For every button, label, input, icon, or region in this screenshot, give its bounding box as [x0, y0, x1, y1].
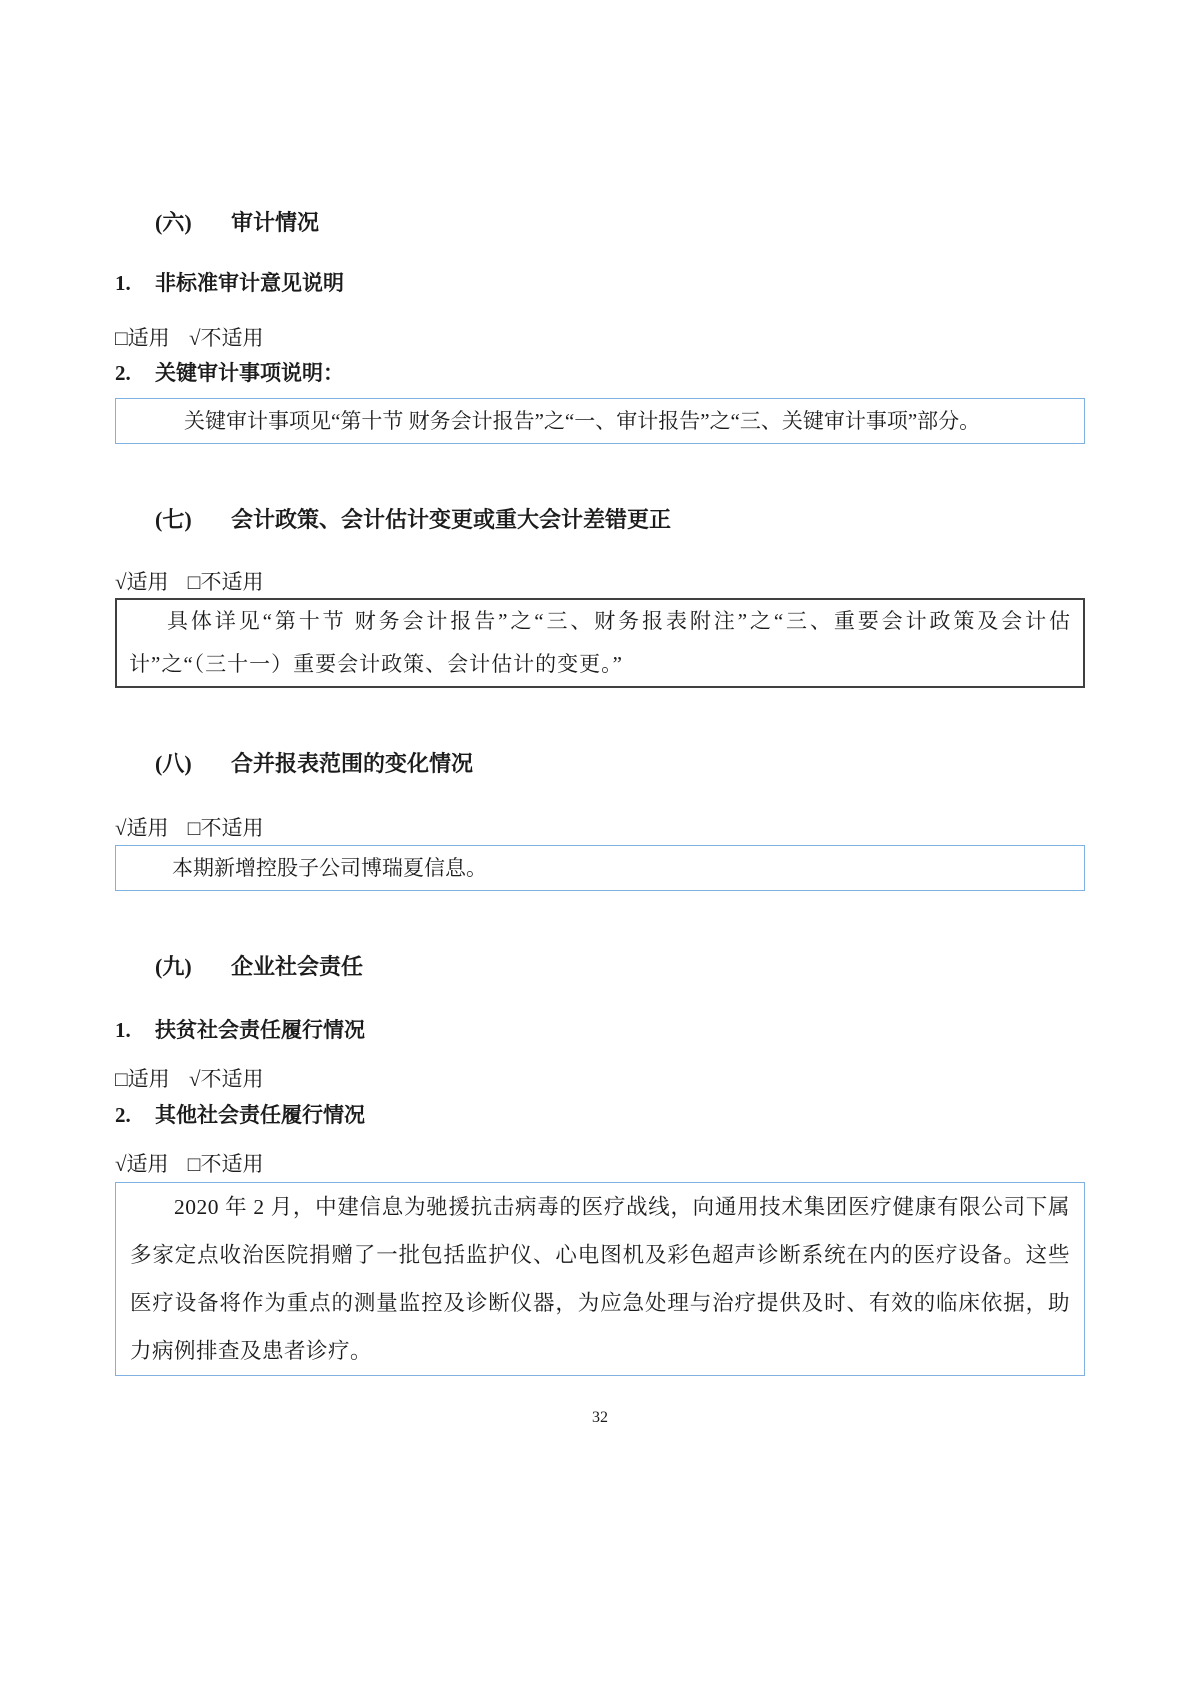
box-paragraph: 具体详见“第十节 财务会计报告”之“三、财务报表附注”之“三、重要会计政策及会计估计”之“（三十一）重要会计政策、会计估计的变更。”	[129, 609, 1071, 676]
applicability-line	[115, 813, 1085, 843]
box-paragraph: 关键审计事项见“第十节 财务会计报告”之“一、审计报告”之“三、关键审计事项”部分。	[184, 409, 981, 433]
section-number: (八)	[155, 751, 192, 776]
item-label: 关键审计事项说明：	[155, 361, 344, 385]
section-heading-consolidation-scope	[155, 749, 1085, 779]
item-other-social-responsibility	[115, 1100, 1085, 1130]
section-heading-social-responsibility	[155, 952, 1085, 982]
section-title: 企业社会责任	[231, 954, 364, 979]
applicability-line	[115, 1149, 1085, 1179]
text-box-consolidation-scope	[115, 845, 1085, 891]
checkbox-applicable-unchecked: □适用	[115, 326, 170, 350]
section-title: 合并报表范围的变化情况	[231, 751, 474, 776]
section-number: (七)	[155, 507, 192, 532]
checkbox-applicable-checked: √适用	[115, 570, 169, 594]
item-label: 扶贫社会责任履行情况	[155, 1018, 365, 1042]
page-number: 32	[592, 1409, 608, 1426]
checkbox-not-applicable-checked: √不适用	[188, 1067, 264, 1091]
applicability-line	[115, 323, 1085, 353]
section-title: 审计情况	[231, 210, 320, 235]
checkbox-applicable-checked: √适用	[115, 1152, 169, 1176]
checkbox-applicable-checked: √适用	[115, 816, 169, 840]
item-number: 1.	[115, 1018, 131, 1042]
item-number: 1.	[115, 271, 131, 295]
checkbox-not-applicable-unchecked: □不适用	[187, 570, 264, 594]
checkbox-not-applicable-unchecked: □不适用	[187, 1152, 264, 1176]
text-box-accounting-policy	[115, 598, 1085, 688]
checkbox-not-applicable-checked: √不适用	[188, 326, 264, 350]
section-heading-audit	[155, 208, 1085, 238]
text-box-key-audit-matters	[115, 398, 1085, 444]
section-number: (九)	[155, 954, 192, 979]
item-poverty-alleviation	[115, 1015, 1085, 1045]
applicability-line	[115, 1064, 1085, 1094]
checkbox-applicable-unchecked: □适用	[115, 1067, 170, 1091]
item-number: 2.	[115, 1103, 131, 1127]
box-paragraph: 2020 年 2 月，中建信息为驰援抗击病毒的医疗战线，向通用技术集团医疗健康有限公司下属多家定点收治医院捐赠了一批包括监护仪、心电图机及彩色超声诊断系统在内的医疗设备。这些医疗设备将作为重点的测量监控及诊断仪器，为应急处理与治疗提供及时、有效的临床依据，助力病例排查及患者诊疗。	[130, 1195, 1070, 1363]
section-heading-accounting-policy	[155, 505, 1085, 535]
applicability-line	[115, 567, 1085, 597]
item-number: 2.	[115, 361, 131, 385]
item-nonstandard-audit-opinion	[115, 268, 1085, 298]
text-box-social-responsibility	[115, 1182, 1085, 1376]
checkbox-not-applicable-unchecked: □不适用	[187, 816, 264, 840]
item-label: 其他社会责任履行情况	[155, 1103, 365, 1127]
item-label: 非标准审计意见说明	[155, 271, 344, 295]
box-paragraph: 本期新增控股子公司博瑞夏信息。	[172, 856, 487, 880]
page-content	[115, 208, 1085, 1376]
section-number: (六)	[155, 210, 192, 235]
item-key-audit-matters	[115, 358, 1085, 388]
section-title: 会计政策、会计估计变更或重大会计差错更正	[231, 507, 672, 532]
